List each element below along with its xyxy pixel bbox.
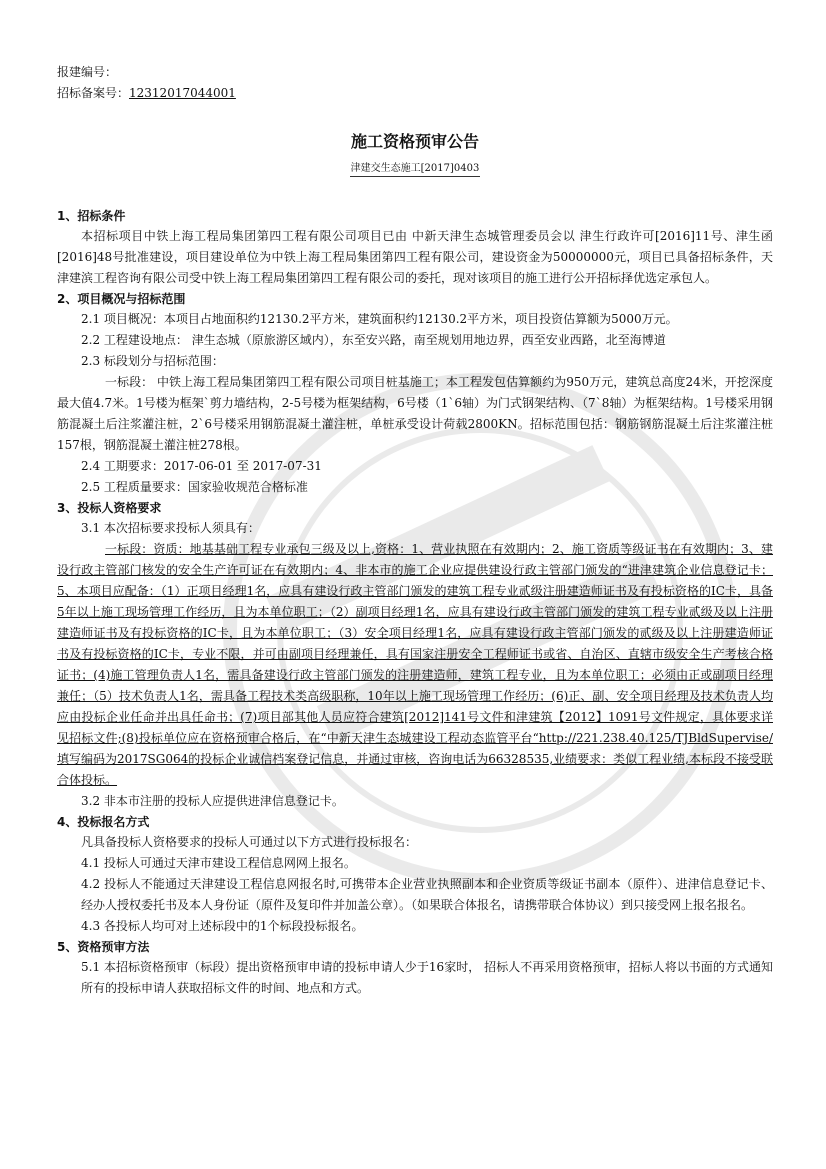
section-4-heading: 4、投标报名方式 xyxy=(57,815,150,829)
section-2-2-paragraph: 2.2 工程建设地点： 津生态城（原旅游区域内），东至安兴路，南至规划用地边界，西至安业西路，北至海博道 xyxy=(81,333,666,347)
document-meta xyxy=(57,62,773,104)
section-5-1-paragraph: 5.1 本招标资格预审（标段）提出资格预审申请的投标申请人少于16家时， 招标人不再采用资格预审，招标人将以书面的方式通知所有的投标申请人获取招标文件的时间、地点和方式。 xyxy=(81,960,773,995)
section-2-3-paragraph: 2.3 标段划分与招标范围： xyxy=(81,354,224,368)
document-page xyxy=(57,62,773,999)
section-5-heading: 5、资格预审方法 xyxy=(57,940,150,954)
section-2-4-paragraph: 2.4 工期要求：2017-06-01 至 2017-07-31 xyxy=(81,459,322,473)
document-number xyxy=(57,162,773,176)
section-2-5-paragraph: 2.5 工程质量要求：国家验收规范合格标准 xyxy=(81,480,308,494)
tender-number-line xyxy=(57,83,773,104)
section-1-paragraph: 本招标项目中铁上海工程局集团第四工程有限公司项目已由 中新天津生态城管理委员会以 津生行政许可[2016]11号、津生函[2016]48号批准建设，项目建设单位为中铁上海工程局集团第四工程有限公司，建设资金为50000000元，项目已具备招标条件，天津建滨工程咨询有限公司受中铁上海工程局集团第四工程有限公司的委托，现对该项目的施工进行公开招标择优选定承包人。 xyxy=(57,229,773,285)
section-1-heading: 1、招标条件 xyxy=(57,209,126,223)
page-title: 施工资格预审公告 xyxy=(350,132,479,151)
section-4-intro-paragraph: 凡具备投标人资格要求的投标人可通过以下方式进行投标报名： xyxy=(81,835,418,849)
document-number-text: 津建交生态施工[2017]0403 xyxy=(350,163,481,177)
report-number-line xyxy=(57,62,773,83)
section-3-requirements-paragraph: 一标段：资质：地基基础工程专业承包三级及以上,资格：1、营业执照在有效期内；2、施工资质等级证书在有效期内；3、建设行政主管部门核发的安全生产许可证在有效期内；4、非本市的施工企业应提供建设行政主管部门颁发的“进津建筑企业信息登记卡；5、本项目应配备：（1）正项目经理1名，应具有建设行政主管部门颁发的建筑工程专业贰级注册建造师证书及有投标资格的IC卡，具备5年以上施工现场管理工作经历，且为本单位职工；（2）副项目经理1名，应具有建设行政主管部门颁发的建筑工程专业贰级及以上注册建造师证书及有投标资格的IC卡，且为本单位职工；（3）安全项目经理1名，应具有建设行政主管部门颁发的贰级及以上注册建造师证书及有投标资格的IC卡，专业不限，并可由副项目经理兼任，具有国家注册安全工程师证书或省、自治区、直辖市级安全生产考核合格证书；(4)施工管理负责人1名，需具备建设行政主管部门颁发的注册建造师，建筑工程专业，且为本单位职工；必须由正或副项目经理兼任；（5）技术负责人1名，需具备工程技术类高级职称，10年以上施工现场管理工作经历；(6)正、副、安全项目经理及技术负责人均应由投标企业任命并出具任命书；(7)项目部其他人员应符合建筑[2012]141号文件和津建筑【2012】1091号文件规定，具体要求详见招标文件;(8)投标单位应在资格预审合格后，在“中新天津生态城建设工程动态监管平台“http://221.238.40.125/TJBldSupervise/填写编码为2017SG064的投标企业诚信档案登记信息，并通过审核，咨询电话为66328535,业绩要求：类似工程业绩,本标段不接受联合体投标。 xyxy=(57,542,773,787)
section-2-1-paragraph: 2.1 项目概况：本项目占地面积约12130.2平方米，建筑面积约12130.2平方米，项目投资估算额为5000万元。 xyxy=(81,312,678,326)
section-4-2-paragraph: 4.2 投标人不能通过天津建设工程信息网报名时,可携带本企业营业执照副本和企业资质等级证书副本（原件）、进津信息登记卡、经办人授权委托书及本人身份证（原件及复印件并加盖公章）。（如果联合体报名，请携带联合体协议）到只接受网上报名报名。 xyxy=(81,877,773,912)
section-3-heading: 3、投标人资格要求 xyxy=(57,501,162,515)
section-4-1-paragraph: 4.1 投标人可通过天津市建设工程信息网网上报名。 xyxy=(81,856,356,870)
section-3-1-paragraph: 3.1 本次招标要求投标人须具有： xyxy=(81,521,260,535)
tender-number-label: 招标备案号： xyxy=(57,86,130,100)
section-4-3-paragraph: 4.3 各投标人均可对上述标段中的1个标段投标报名。 xyxy=(81,919,364,933)
report-number-label: 报建编号： xyxy=(57,65,118,79)
section-3-2-paragraph: 3.2 非本市注册的投标人应提供进津信息登记卡。 xyxy=(81,794,344,808)
tender-number-value: 12312017044001 xyxy=(129,86,236,100)
section-2-3-lot-paragraph: 一标段： 中铁上海工程局集团第四工程有限公司项目桩基施工；本工程发包估算额约为950万元，建筑总高度24米，开挖深度最大值4.7米。1号楼为框架`剪力墙结构，2-5号楼为框架结构，6号楼（1`6轴）为门式钢架结构、（7`8轴）为框架结构。1号楼采用钢筋混凝土后注浆灌注桩，2`6号楼采用钢筋混凝土灌注桩，单桩承受设计荷载2800KN。招标范围包括：钢筋钢筋混凝土后注浆灌注桩157根，钢筋混凝土灌注桩278根。 xyxy=(57,375,773,452)
section-2-heading: 2、项目概况与招标范围 xyxy=(57,292,186,306)
